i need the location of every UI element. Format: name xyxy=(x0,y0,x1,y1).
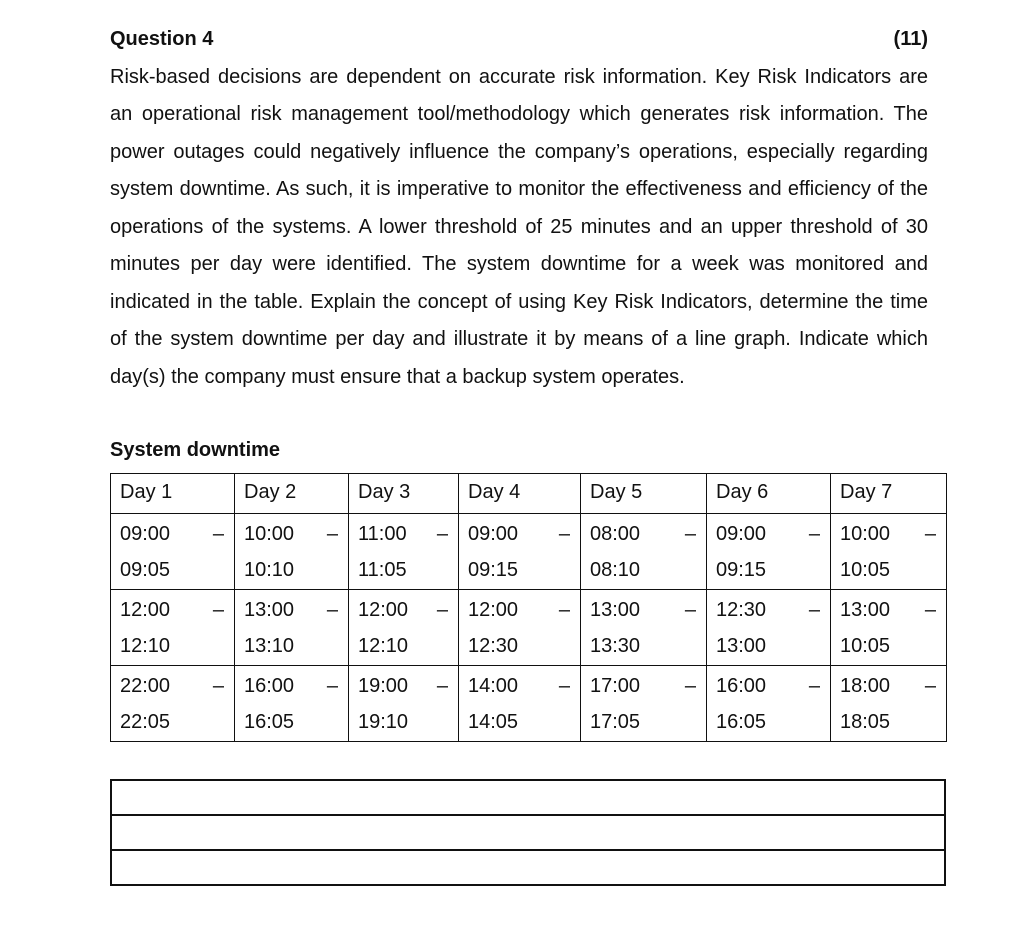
downtime-cell xyxy=(111,665,235,741)
question-marks: (11) xyxy=(893,28,928,50)
range-dash: – xyxy=(684,674,696,697)
downtime-cell xyxy=(349,589,459,665)
end-time: 13:00 xyxy=(716,634,767,657)
range-dash: – xyxy=(924,522,936,545)
start-time: 12:30 xyxy=(716,598,767,621)
end-time: 09:05 xyxy=(120,558,171,581)
range-dash: – xyxy=(924,674,936,697)
column-header-day5: Day 5 xyxy=(581,473,707,513)
range-dash: – xyxy=(924,598,936,621)
start-time: 12:00 xyxy=(120,598,171,621)
range-dash: – xyxy=(808,598,820,621)
range-dash: – xyxy=(326,522,338,545)
range-dash: – xyxy=(212,598,224,621)
downtime-cell xyxy=(235,589,349,665)
answer-line-1 xyxy=(111,780,945,815)
column-header-day3: Day 3 xyxy=(349,473,459,513)
column-header-day7: Day 7 xyxy=(831,473,947,513)
range-dash: – xyxy=(684,522,696,545)
end-time: 10:10 xyxy=(244,558,295,581)
end-time: 17:05 xyxy=(590,710,641,733)
downtime-table-header-row xyxy=(111,473,947,513)
range-dash: – xyxy=(808,522,820,545)
downtime-cell xyxy=(459,665,581,741)
start-time: 13:00 xyxy=(590,598,641,621)
end-time: 13:10 xyxy=(244,634,295,657)
downtime-cell xyxy=(581,589,707,665)
range-dash: – xyxy=(436,522,448,545)
downtime-table xyxy=(110,473,947,742)
downtime-cell xyxy=(707,513,831,589)
range-dash: – xyxy=(436,674,448,697)
range-dash: – xyxy=(808,674,820,697)
answer-table xyxy=(110,779,946,886)
start-time: 10:00 xyxy=(244,522,295,545)
start-time: 13:00 xyxy=(840,598,891,621)
downtime-cell xyxy=(235,513,349,589)
end-time: 22:05 xyxy=(120,710,171,733)
downtime-cell xyxy=(349,665,459,741)
downtime-cell xyxy=(581,513,707,589)
start-time: 13:00 xyxy=(244,598,295,621)
range-dash: – xyxy=(558,674,570,697)
end-time: 12:10 xyxy=(120,634,171,657)
start-time: 10:00 xyxy=(840,522,891,545)
end-time: 18:05 xyxy=(840,710,891,733)
end-time: 09:15 xyxy=(468,558,519,581)
end-time: 11:05 xyxy=(358,558,407,581)
table-title: System downtime xyxy=(110,439,281,461)
question-header xyxy=(110,0,928,59)
downtime-cell xyxy=(581,665,707,741)
start-time: 14:00 xyxy=(468,674,519,697)
range-dash: – xyxy=(684,598,696,621)
downtime-cell xyxy=(459,513,581,589)
answer-row xyxy=(111,780,945,815)
downtime-cell xyxy=(831,665,947,741)
column-header-day1: Day 1 xyxy=(111,473,235,513)
start-time: 09:00 xyxy=(120,522,171,545)
end-time: 19:10 xyxy=(358,710,409,733)
column-header-day6: Day 6 xyxy=(707,473,831,513)
end-time: 12:30 xyxy=(468,634,519,657)
downtime-row-1 xyxy=(111,513,947,589)
start-time: 19:00 xyxy=(358,674,409,697)
downtime-cell xyxy=(111,513,235,589)
end-time: 13:30 xyxy=(590,634,641,657)
start-time: 18:00 xyxy=(840,674,891,697)
answer-line-2 xyxy=(111,815,945,850)
answer-row xyxy=(111,850,945,885)
end-time: 10:05 xyxy=(840,558,891,581)
start-time: 16:00 xyxy=(244,674,295,697)
downtime-row-2 xyxy=(111,589,947,665)
downtime-cell xyxy=(349,513,459,589)
end-time: 08:10 xyxy=(590,558,641,581)
question-paragraph: Risk-based decisions are dependent on accurate risk information. Key Risk Indicators are an operational risk management tool/methodology which generates risk information. The power outages could negatively influence the company’s operations, especially regarding system downtime. As such, it is imperative to monitor the effectiveness and efficiency of the operations of the systems. A lower threshold of 25 minutes and an upper threshold of 30 minutes per day were identified. The system downtime for a week was monitored and indicated in the table. Explain the concept of using Key Risk Indicators, determine the time of the system downtime per day and illustrate it by means of a line graph. Indicate which day(s) the company must ensure that a backup system operates. xyxy=(110,65,928,388)
document-content xyxy=(110,0,946,886)
end-time: 16:05 xyxy=(244,710,295,733)
range-dash: – xyxy=(326,674,338,697)
start-time: 11:00 xyxy=(358,522,407,545)
start-time: 22:00 xyxy=(120,674,171,697)
start-time: 17:00 xyxy=(590,674,641,697)
start-time: 12:00 xyxy=(468,598,519,621)
downtime-cell xyxy=(707,589,831,665)
start-time: 09:00 xyxy=(468,522,519,545)
question-title: Question 4 xyxy=(110,28,214,50)
end-time: 12:10 xyxy=(358,634,409,657)
downtime-cell xyxy=(707,665,831,741)
downtime-cell xyxy=(111,589,235,665)
start-time: 16:00 xyxy=(716,674,767,697)
downtime-cell xyxy=(459,589,581,665)
start-time: 12:00 xyxy=(358,598,409,621)
range-dash: – xyxy=(436,598,448,621)
end-time: 10:05 xyxy=(840,634,891,657)
range-dash: – xyxy=(326,598,338,621)
end-time: 09:15 xyxy=(716,558,767,581)
range-dash: – xyxy=(212,522,224,545)
start-time: 08:00 xyxy=(590,522,641,545)
downtime-cell xyxy=(235,665,349,741)
downtime-cell xyxy=(831,513,947,589)
range-dash: – xyxy=(558,522,570,545)
downtime-row-3 xyxy=(111,665,947,741)
end-time: 16:05 xyxy=(716,710,767,733)
end-time: 14:05 xyxy=(468,710,519,733)
start-time: 09:00 xyxy=(716,522,767,545)
column-header-day2: Day 2 xyxy=(235,473,349,513)
answer-row xyxy=(111,815,945,850)
range-dash: – xyxy=(212,674,224,697)
range-dash: – xyxy=(558,598,570,621)
answer-line-3 xyxy=(111,850,945,885)
column-header-day4: Day 4 xyxy=(459,473,581,513)
downtime-cell xyxy=(831,589,947,665)
